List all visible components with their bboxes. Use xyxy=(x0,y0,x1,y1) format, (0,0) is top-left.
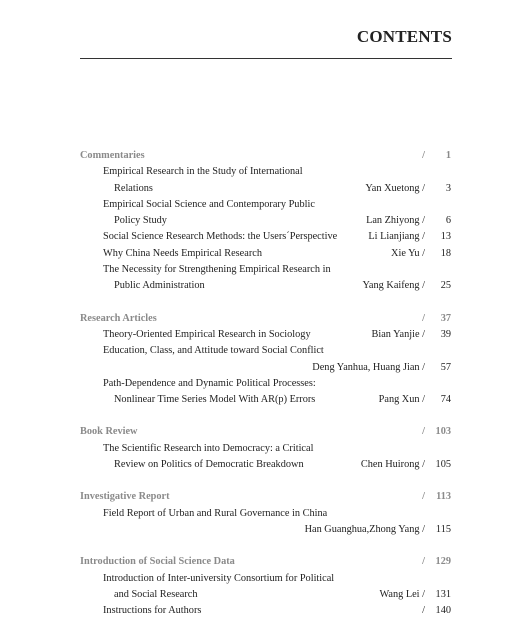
toc-section xyxy=(80,311,451,409)
slash-separator: / xyxy=(422,150,425,161)
section-title: Research Articles xyxy=(80,312,157,324)
toc-entry[interactable] xyxy=(80,376,451,392)
entry-title: The Necessity for Strengthening Empirical Research in xyxy=(103,264,331,276)
page-number: 25 xyxy=(440,280,451,292)
toc-entry[interactable] xyxy=(80,262,451,278)
entry-author: Lan Zhiyong xyxy=(366,215,420,227)
toc-entry[interactable] xyxy=(80,587,451,603)
entry-author: Deng Yanhua, Huang Jian xyxy=(312,361,420,373)
slash-separator: / xyxy=(422,491,425,503)
toc-section xyxy=(80,554,451,619)
entry-title: Empirical Social Science and Contemporary Public xyxy=(103,198,315,210)
toc-entry[interactable] xyxy=(80,343,451,359)
section-heading[interactable] xyxy=(80,148,451,164)
entry-author: Yan Xuetong xyxy=(365,182,420,194)
page-number: 37 xyxy=(440,312,451,324)
entry-title: Field Report of Urban and Rural Governance in China xyxy=(103,507,328,519)
slash-separator: / xyxy=(422,312,425,324)
slash-separator: / xyxy=(422,247,425,259)
toc-entry[interactable] xyxy=(80,603,451,619)
entry-page-ref xyxy=(371,327,451,343)
page-number: 131 xyxy=(435,588,451,600)
toc-entry[interactable] xyxy=(80,441,451,457)
entry-author: Pang Xun xyxy=(378,394,420,406)
entry-title: The Scientific Research into Democracy: a Critical xyxy=(103,442,314,454)
section-heading[interactable] xyxy=(80,489,451,505)
entry-title: Education, Class, and Attitude toward Social Conflict xyxy=(103,345,324,357)
section-title: Investigative Report xyxy=(80,491,170,503)
entry-page-ref xyxy=(422,603,451,619)
entry-title: Theory-Oriented Empirical Research in Sociology xyxy=(103,328,311,340)
slash-separator: / xyxy=(422,556,425,568)
entry-page-ref xyxy=(305,522,451,538)
slash-separator: / xyxy=(422,605,425,617)
entry-author: Bian Yanjie xyxy=(371,328,420,340)
slash-separator: / xyxy=(422,231,425,243)
toc-entry[interactable] xyxy=(80,246,451,262)
section-page-ref xyxy=(422,424,451,440)
entry-title: Social Science Research Methods: the Users´Perspective xyxy=(103,231,338,243)
entry-page-ref xyxy=(312,360,451,376)
entry-page-ref xyxy=(361,457,451,473)
slash-separator: / xyxy=(422,459,425,471)
section-heading[interactable] xyxy=(80,554,451,570)
toc-entry[interactable] xyxy=(80,522,451,538)
toc-entry[interactable] xyxy=(80,164,451,180)
entry-author: Li Lianjiang xyxy=(368,231,420,243)
page-number: 103 xyxy=(435,426,451,438)
page-number: 113 xyxy=(436,491,451,503)
entry-page-ref xyxy=(368,229,451,245)
entry-title: Why China Needs Empirical Research xyxy=(103,247,262,259)
toc-entry[interactable] xyxy=(80,229,451,245)
page-number: 3 xyxy=(445,182,451,194)
slash-separator: / xyxy=(422,182,425,194)
toc-entry[interactable] xyxy=(80,181,451,197)
section-page-ref xyxy=(422,311,451,327)
page-number: 39 xyxy=(440,328,451,340)
page-number: 18 xyxy=(440,247,451,259)
entry-author: Wang Lei xyxy=(379,588,420,600)
slash-separator: / xyxy=(422,523,425,535)
section-page-ref xyxy=(422,489,451,505)
section-page-ref xyxy=(422,554,451,570)
page-title: CONTENTS xyxy=(356,27,452,46)
entry-title: Public Administration xyxy=(114,280,205,292)
entry-page-ref xyxy=(366,213,451,229)
toc-entry[interactable] xyxy=(80,327,451,343)
table-of-contents xyxy=(80,148,451,635)
toc-entry[interactable] xyxy=(80,213,451,229)
toc-section xyxy=(80,489,451,538)
entry-page-ref xyxy=(365,181,451,197)
section-heading[interactable] xyxy=(80,311,451,327)
page-number: 1 xyxy=(445,150,451,161)
section-title: Commentaries xyxy=(80,150,145,161)
toc-entry[interactable] xyxy=(80,457,451,473)
slash-separator: / xyxy=(422,215,425,227)
page-number: 115 xyxy=(435,523,451,535)
entry-title: Introduction of Inter-university Consortium for Political xyxy=(103,572,335,584)
entry-page-ref xyxy=(363,278,451,294)
entry-title: Nonlinear Time Series Model With AR(p) Errors xyxy=(114,394,316,406)
slash-separator: / xyxy=(422,426,425,438)
toc-entry[interactable] xyxy=(80,392,451,408)
entry-title: Empirical Research in the Study of International xyxy=(103,166,303,178)
page-number: 140 xyxy=(435,605,451,617)
slash-separator: / xyxy=(422,361,425,373)
entry-author: Chen Huirong xyxy=(360,459,420,471)
slash-separator: / xyxy=(422,394,425,406)
slash-separator: / xyxy=(422,328,425,340)
page-number: 74 xyxy=(440,394,451,406)
page-number: 13 xyxy=(440,231,451,243)
page-number: 129 xyxy=(435,556,451,568)
entry-page-ref xyxy=(391,246,451,262)
entry-page-ref xyxy=(379,587,451,603)
entry-title: Path-Dependence and Dynamic Political Processes: xyxy=(103,377,316,389)
toc-entry[interactable] xyxy=(80,197,451,213)
toc-section xyxy=(80,148,451,295)
section-title: Book Review xyxy=(80,426,138,438)
entry-author: Han Guanghua,Zhong Yang xyxy=(304,523,420,535)
entry-title: Policy Study xyxy=(114,215,167,227)
toc-entry[interactable] xyxy=(80,571,451,587)
toc-entry[interactable] xyxy=(80,278,451,294)
entry-page-ref xyxy=(379,392,451,408)
entry-author: Xie Yu xyxy=(391,247,420,259)
title-divider xyxy=(80,58,452,59)
entry-author: Yang Kaifeng xyxy=(362,280,420,292)
section-heading[interactable] xyxy=(80,424,451,440)
section-title: Introduction of Social Science Data xyxy=(80,556,235,568)
entry-title: Review on Politics of Democratic Breakdown xyxy=(114,459,304,471)
toc-entry[interactable] xyxy=(80,506,451,522)
section-page-ref xyxy=(422,148,451,164)
slash-separator: / xyxy=(422,588,425,600)
entry-title: Relations xyxy=(114,182,153,194)
entry-title: Instructions for Authors xyxy=(103,605,202,617)
page-number: 6 xyxy=(445,215,451,227)
entry-title: and Social Research xyxy=(114,588,198,600)
page-number: 57 xyxy=(440,361,451,373)
slash-separator: / xyxy=(422,280,425,292)
page-number: 105 xyxy=(435,459,451,471)
toc-entry[interactable] xyxy=(80,360,451,376)
toc-section xyxy=(80,424,451,473)
